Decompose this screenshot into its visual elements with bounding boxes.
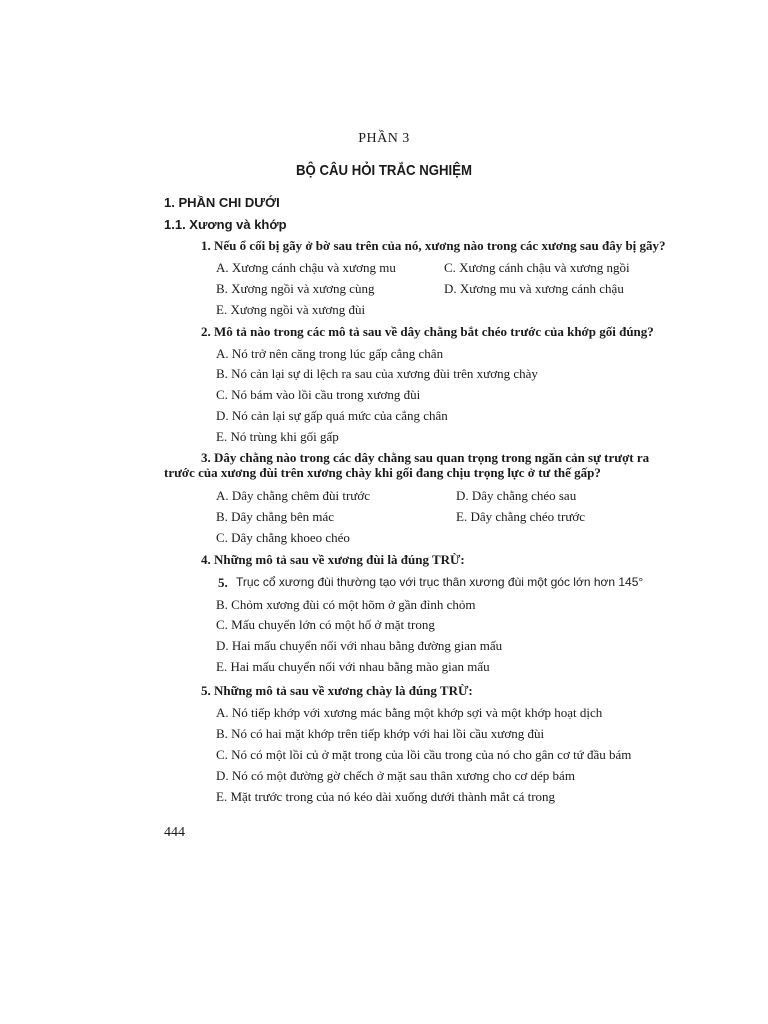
q2-option-d: D. Nó cản lại sự gấp quá mức của cẳng chân [216,408,448,423]
q3-option-d: D. Dây chằng chéo sau [456,488,577,503]
section-heading: 1. PHẦN CHI DƯỚI [164,195,280,210]
question-3-line-1: 3. Dây chằng nào trong các dây chằng sau quan trọng trong ngăn cản sự trượt ra [201,450,650,465]
q1-option-e: E. Xương ngồi và xương đùi [216,302,366,317]
q3-option-b: B. Dây chằng bên mác [216,509,335,524]
q3-option-a: A. Dây chằng chêm đùi trước [216,488,370,503]
q5-option-b: B. Nó có hai mặt khớp trên tiếp khớp với hai lồi cầu xương đùi [216,726,545,741]
q2-option-e: E. Nó trùng khi gối gấp [216,429,339,444]
section-subheading: 1.1. Xương và khớp [164,217,287,232]
q4-option-a: Trục cổ xương đùi thường tạo với trục thân xương đùi một góc lớn hơn 145° [236,575,644,589]
q1-option-d: D. Xương mu và xương cánh chậu [444,281,624,296]
q1-option-b: B. Xương ngồi và xương cùng [216,281,375,296]
q3-option-c: C. Dây chằng khoeo chéo [216,530,350,545]
question-3-line-2: trước của xương đùi trên xương chày khi gối đang chịu trọng lực ở tư thế gấp? [164,465,601,480]
question-4: 4. Những mô tả sau về xương đùi là đúng TRỪ: [201,552,465,567]
q2-option-b: B. Nó cản lại sự di lệch ra sau của xương đùi trên xương chày [216,366,538,381]
q5-option-c: C. Nó có một lồi củ ở mặt trong của lồi cầu trong của nó cho gân cơ tứ đầu bám [216,747,632,762]
q5-option-e: E. Mặt trước trong của nó kéo dài xuống dưới thành mắt cá trong [216,789,556,804]
q5-option-a: A. Nó tiếp khớp với xương mác bằng một khớp sợi và một khớp hoạt dịch [216,705,603,720]
page-number: 444 [164,825,185,840]
q4-option-c: C. Mấu chuyển lớn có một hố ở mặt trong [216,617,435,632]
q5-option-d: D. Nó có một đường gờ chếch ở mặt sau thân xương cho cơ dép bám [216,768,575,783]
q4-option-b: B. Chỏm xương đùi có một hõm ở gần đỉnh chỏm [216,597,476,612]
part-label: PHẦN 3 [358,131,410,146]
question-2: 2. Mô tả nào trong các mô tả sau về dây chằng bắt chéo trước của khớp gối đúng? [201,324,654,339]
question-1: 1. Nếu ổ cối bị gãy ở bờ sau trên của nó, xương nào trong các xương sau đây bị gãy? [201,238,666,253]
q1-option-a: A. Xương cánh chậu và xương mu [216,260,396,275]
q4-option-d: D. Hai mấu chuyển nối với nhau bằng đường gian mấu [216,638,503,653]
q4-option-e: E. Hai mấu chuyển nối với nhau bằng mào gian mấu [216,659,490,674]
q1-option-c: C. Xương cánh chậu và xương ngồi [444,260,630,275]
q3-option-e: E. Dây chằng chéo trước [456,509,586,524]
page-title: BỘ CÂU HỎI TRẮC NGHIỆM [296,162,472,179]
q2-option-a: A. Nó trở nên căng trong lúc gấp cẳng chân [216,346,444,361]
q2-option-c: C. Nó bám vào lồi cầu trong xương đùi [216,387,421,402]
question-5: 5. Những mô tả sau về xương chày là đúng TRỪ: [201,683,473,698]
q4-option-a-marker: 5. [218,575,228,590]
